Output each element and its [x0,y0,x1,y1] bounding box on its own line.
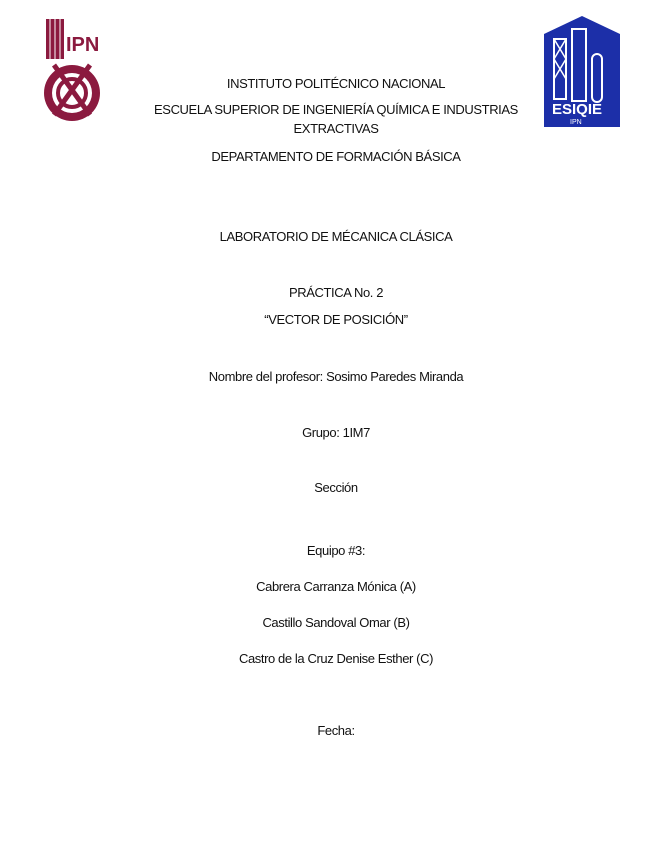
date-label: Fecha: [317,723,355,738]
professor-name: Nombre del profesor: Sosimo Paredes Miranda [208,369,464,384]
svg-text:ESIQIE: ESIQIE [552,101,603,118]
practice-number: PRÁCTICA No. 2 [288,285,384,300]
practice-title: “VECTOR DE POSICIÓN” [264,312,408,327]
department-name: DEPARTAMENTO DE FORMACIÓN BÁSICA [211,149,461,164]
svg-text:IPN: IPN [66,34,100,56]
team-label: Equipo #3: [306,543,366,558]
school-name-line2: EXTRACTIVAS [293,121,379,136]
svg-text:IPN: IPN [570,119,582,126]
lab-name: LABORATORIO DE MÉCANICA CLÁSICA [219,229,453,244]
school-name-line1: ESCUELA SUPERIOR DE INGENIERÍA QUÍMICA E INDUSTRIAS [154,102,518,117]
institute-name: INSTITUTO POLITÉCNICO NACIONAL [226,76,446,91]
team-member: Cabrera Carranza Mónica (A) [256,579,416,594]
group: Grupo: 1IM7 [302,425,370,440]
team-member: Castro de la Cruz Denise Esther (C) [238,651,434,666]
team-member: Castillo Sandoval Omar (B) [262,615,410,630]
section: Sección [314,480,358,495]
